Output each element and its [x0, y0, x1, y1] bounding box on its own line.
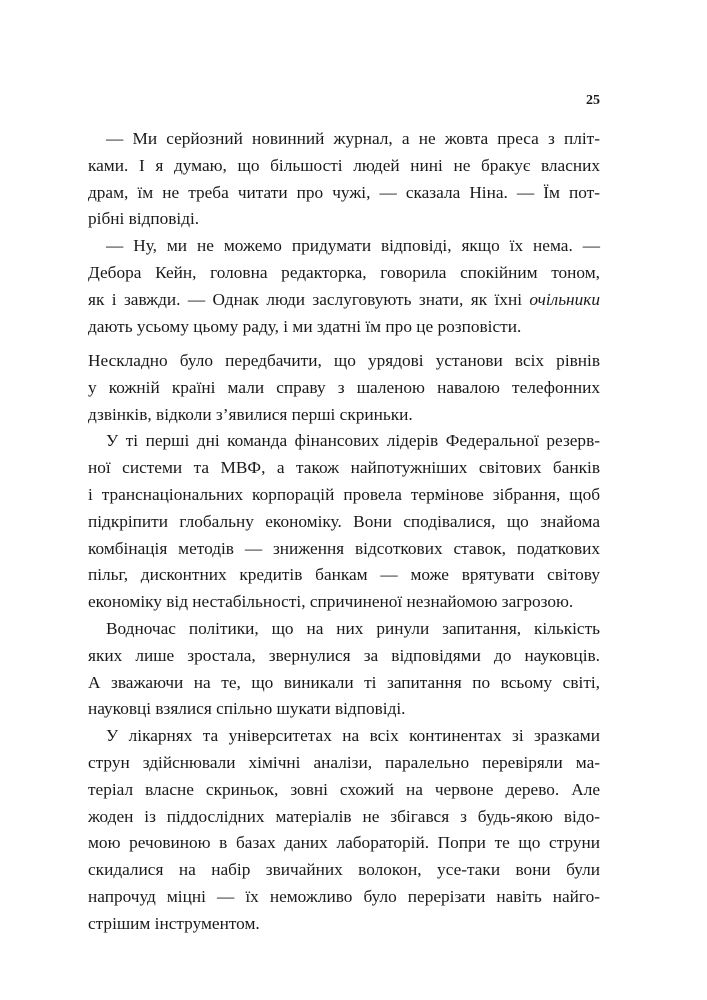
text-line: пільг, дисконтних кредитів банкам — може врятувати світову: [88, 565, 600, 585]
paragraph: [88, 348, 600, 428]
text-line: — Ну, ми не можемо придумати відповіді, якщо їх нема. —: [106, 236, 600, 256]
text-line: дають усьому цьому раду, і ми здатні їм про це розповісти.: [88, 316, 522, 336]
text-line: ками. І я думаю, що більшості людей нині не бракує власних: [88, 155, 600, 175]
text-line: скидалися на набір звичайних волокон, усе-таки вони були: [88, 860, 600, 880]
paragraph: [88, 616, 600, 723]
text-line: і транснаціональних корпорацій провела термінове зібрання, щоб: [88, 484, 600, 504]
text-line-with-emphasis: [88, 287, 600, 314]
text-line: Дебора Кейн, головна редакторка, говорила спокійним тоном,: [88, 262, 600, 282]
paragraph: [88, 126, 600, 233]
text-line: стрішим інструментом.: [88, 913, 260, 933]
emphasis-word: очільники: [529, 289, 600, 309]
text-line: ної системи та МВФ, а також найпотужніших світових банків: [88, 458, 600, 478]
text-line: струн здійснювали хімічні аналізи, паралельно перевіряли ма-: [88, 752, 600, 772]
text-line: підкріпити глобальну економіку. Вони сподівалися, що знайома: [88, 511, 600, 531]
text-line: драм, їм не треба читати про чужі, — сказала Ніна. — Їм пот-: [88, 182, 600, 202]
text-line: дзвінків, відколи з’явилися перші скриньки.: [88, 404, 413, 424]
text-segment: як і завжди. — Однак люди заслуговують знати, як їхні: [88, 289, 530, 309]
text-line: жоден із піддослідних матеріалів не збігався з будь-якою відо-: [88, 806, 600, 826]
page-number: 25: [586, 93, 600, 108]
text-line: рібні відповіді.: [88, 209, 200, 229]
narrative-block: [88, 348, 600, 938]
text-line: Водночас політики, що на них ринули запитання, кількість: [106, 618, 600, 638]
text-line: комбінація методів — зниження відсоткових ставок, податкових: [88, 538, 600, 558]
text-line: А зважаючи на те, що виникали ті запитання по всьому світі,: [88, 672, 600, 692]
text-line: Нескладно було передбачити, що урядові установи всіх рівнів: [88, 351, 600, 370]
text-line: у кожній країні мали справу з шаленою навалою телефонних: [88, 377, 600, 397]
text-line: мою речовиною в базах даних лабораторій. Попри те що струни: [88, 833, 600, 853]
text-line: — Ми серйозний новинний журнал, а не жовта преса з пліт-: [106, 129, 600, 148]
paragraph: [88, 723, 600, 937]
text-line: науковці взялися спільно шукати відповіді.: [88, 699, 406, 719]
dialogue-block: [88, 126, 600, 340]
text-line: У ті перші дні команда фінансових лідерів Федеральної резерв-: [106, 431, 600, 451]
paragraph: [88, 233, 600, 340]
text-line: яких лише зростала, звернулися за відповідями до науковців.: [88, 645, 600, 665]
text-line: теріал власне скриньок, зовні схожий на червоне дерево. Але: [88, 779, 600, 799]
text-line: напрочуд міцні — їх неможливо було перерізати навіть найго-: [88, 886, 600, 906]
text-line: економіку від нестабільності, спричиненої незнайомою загрозою.: [88, 592, 574, 612]
paragraph: [88, 428, 600, 616]
text-line: У лікарнях та університетах на всіх континентах зі зразками: [106, 726, 600, 746]
